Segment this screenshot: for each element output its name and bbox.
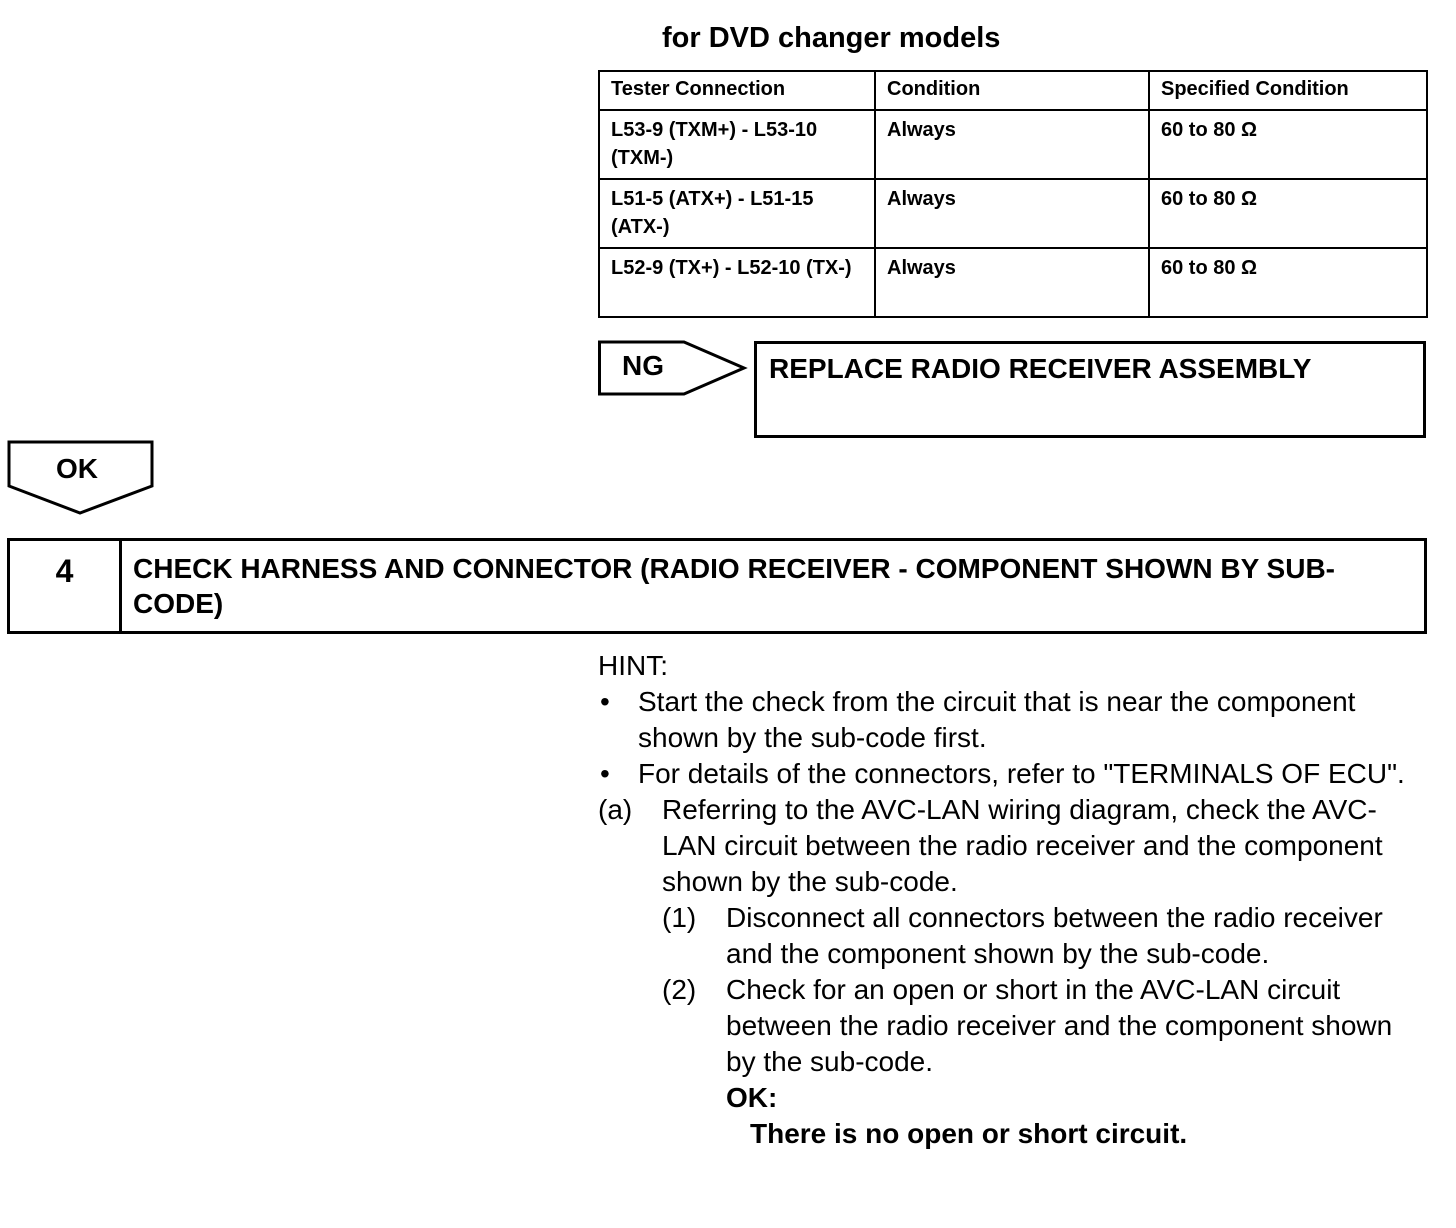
step-title: CHECK HARNESS AND CONNECTOR (RADIO RECEIVER - COMPONENT SHOWN BY SUB-CODE) [133,553,1335,619]
procedure-body [598,648,1428,1152]
tester-connection-cell: L52-9 (TX+) - L52-10 (TX-) [599,248,875,317]
step-header [7,538,1427,634]
hint-bullet-text: Start the check from the circuit that is near the component shown by the sub-code first. [638,686,1356,753]
result-label: OK: [726,1082,778,1113]
specified-condition-cell: 60 to 80 Ω [1149,179,1427,248]
hint-bullet-item [598,684,1428,756]
ng-action-text: REPLACE RADIO RECEIVER ASSEMBLY [769,353,1312,384]
condition-cell: Always [875,179,1149,248]
ng-arrow-icon [598,340,748,396]
sub-step-text: Check for an open or short in the AVC-LAN circuit between the radio receiver and the component shown by the sub-code. [726,974,1393,1077]
procedure-sub-step [662,972,1428,1080]
section-title: for DVD changer models [662,22,1001,54]
tester-connection-cell: L51-5 (ATX+) - L51-15 (ATX-) [599,179,875,248]
ng-action-box [754,341,1426,438]
table-row [599,179,1427,248]
column-header-tester-connection: Tester Connection [599,71,875,110]
table-row [599,248,1427,317]
step-a-marker: (a) [598,794,633,825]
ok-label: OK [56,453,98,484]
specified-condition-cell: 60 to 80 Ω [1149,248,1427,317]
sub-step-marker: (2) [662,974,697,1005]
table-header-row [599,71,1427,110]
column-header-condition: Condition [875,71,1149,110]
sub-step-text: Disconnect all connectors between the radio receiver and the component shown by the sub-code. [726,902,1383,969]
step-divider [119,541,122,631]
hint-bullet-text: For details of the connectors, refer to "TERMINALS OF ECU". [638,758,1405,789]
spec-table [598,70,1428,318]
procedure-sub-step [662,900,1428,972]
step-a-text: Referring to the AVC-LAN wiring diagram, check the AVC-LAN circuit between the radio receiver and the component shown by the sub-code. [662,794,1383,897]
procedure-step-a [598,792,1428,900]
table-row [599,110,1427,179]
bullet-icon: • [600,686,610,717]
bullet-icon: • [600,758,610,789]
hint-bullet-item [598,756,1428,792]
condition-cell: Always [875,110,1149,179]
tester-connection-cell: L53-9 (TXM+) - L53-10 (TXM-) [599,110,875,179]
sub-step-marker: (1) [662,902,697,933]
ng-label: NG [622,350,664,381]
hint-label: HINT: [598,650,668,681]
condition-cell: Always [875,248,1149,317]
step-number: 4 [55,553,74,589]
specified-condition-cell: 60 to 80 Ω [1149,110,1427,179]
result-text: There is no open or short circuit. [750,1118,1188,1149]
column-header-specified-condition: Specified Condition [1149,71,1427,110]
